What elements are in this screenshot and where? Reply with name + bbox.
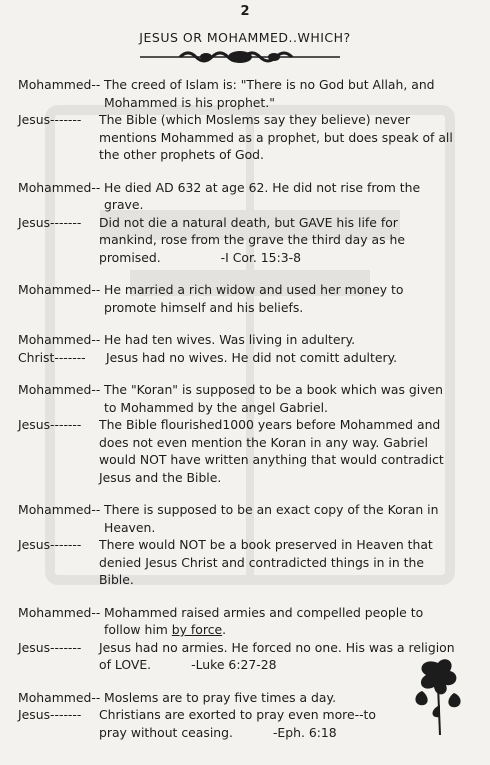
statement-text: The "Koran" is supposed to be a book which was given to Mohammed by the angel Gabriel.: [104, 382, 444, 415]
statement-text: He married a rich widow and used her money to promote himself and his beliefs.: [104, 282, 404, 315]
speaker-label: Jesus-------: [18, 639, 82, 655]
statement-row: [18, 501, 458, 536]
speaker-label: Jesus-------: [18, 214, 82, 230]
title-ornament-icon: [140, 47, 340, 67]
statement-row: [18, 179, 458, 214]
comparison-list: [18, 76, 458, 741]
statement-text: The creed of Islam is: "There is no God but Allah, and Mohammed is his prophet.": [104, 77, 435, 110]
speaker-label: Christ-------: [18, 349, 86, 365]
statement-text-with-reference: [99, 214, 458, 267]
statement-text: Did not die a natural death, but GAVE his life for mankind, rose from the grave the third day as he promised.: [99, 214, 405, 265]
statement-text: He had ten wives. Was living in adultery.: [104, 332, 356, 347]
statement-row: [18, 639, 458, 674]
scripture-reference: -I Cor. 15:3-8: [220, 249, 301, 265]
statement-row: [18, 76, 458, 111]
statement-text: Jesus had no armies. He forced no one. His was a religion of LOVE.: [99, 639, 455, 672]
speaker-label: Mohammed--: [18, 689, 101, 705]
statement-text: The Bible (which Moslems say they believe) never mentions Mohammed as a prophet, but does speak of all the other prophets of God.: [99, 112, 453, 162]
speaker-label: Mohammed--: [18, 332, 101, 347]
speaker-label: Mohammed--: [18, 282, 101, 297]
statement-row: [18, 381, 458, 416]
statement-text-with-reference: [99, 706, 458, 741]
page-title: JESUS OR MOHAMMED..WHICH?: [139, 30, 351, 45]
statement-row: [18, 536, 458, 589]
speaker-label: Jesus-------: [18, 707, 82, 722]
statement-text-part: .: [222, 622, 227, 637]
statement-row: [18, 689, 458, 707]
statement-row: [18, 706, 458, 741]
statement-text: The Bible flourished1000 years before Mohammed and does not even mention the Koran in any way. Gabriel would NOT have written anything that would contradict Jesus and the Bible.: [99, 417, 444, 485]
statement-text: There is supposed to be an exact copy of the Koran in Heaven.: [104, 502, 439, 535]
statement-row: [18, 281, 458, 316]
speaker-label: Jesus-------: [18, 537, 82, 552]
statement-text: Moslems are to pray five times a day.: [104, 689, 337, 705]
statement-text: There would NOT be a book preserved in Heaven that denied Jesus Christ and contradicted things in in the Bible.: [99, 537, 433, 587]
statement-row: [18, 604, 458, 639]
scripture-reference: -Luke 6:27-28: [191, 657, 277, 672]
statement-row: [18, 111, 458, 164]
statement-row: [18, 349, 458, 367]
flower-ornament-icon: [410, 655, 466, 735]
statement-text: Christians are exorted to pray even more--to pray without ceasing.: [99, 707, 376, 740]
page-number: 2: [240, 4, 250, 19]
speaker-label: Mohammed--: [18, 502, 101, 517]
statement-row: [18, 331, 458, 349]
underlined-emphasis: by force: [171, 622, 223, 637]
speaker-label: Jesus-------: [18, 417, 82, 432]
statement-text: [104, 604, 458, 639]
speaker-label: Mohammed--: [18, 179, 101, 195]
speaker-label: Jesus-------: [18, 112, 82, 127]
speaker-label: Mohammed--: [18, 382, 101, 397]
statement-text-part: Mohammed raised armies and compelled people to follow him: [104, 604, 424, 637]
statement-row: [18, 214, 458, 267]
statement-text: He died AD 632 at age 62. He did not rise from the grave.: [104, 179, 421, 212]
scripture-reference: -Eph. 6:18: [272, 724, 337, 740]
speaker-label: Mohammed--: [18, 77, 101, 92]
statement-row: [18, 416, 458, 486]
speaker-label: Mohammed--: [18, 604, 101, 620]
statement-text-with-reference: [99, 639, 458, 674]
statement-text: Jesus had no wives. He did not comitt adultery.: [106, 349, 398, 365]
